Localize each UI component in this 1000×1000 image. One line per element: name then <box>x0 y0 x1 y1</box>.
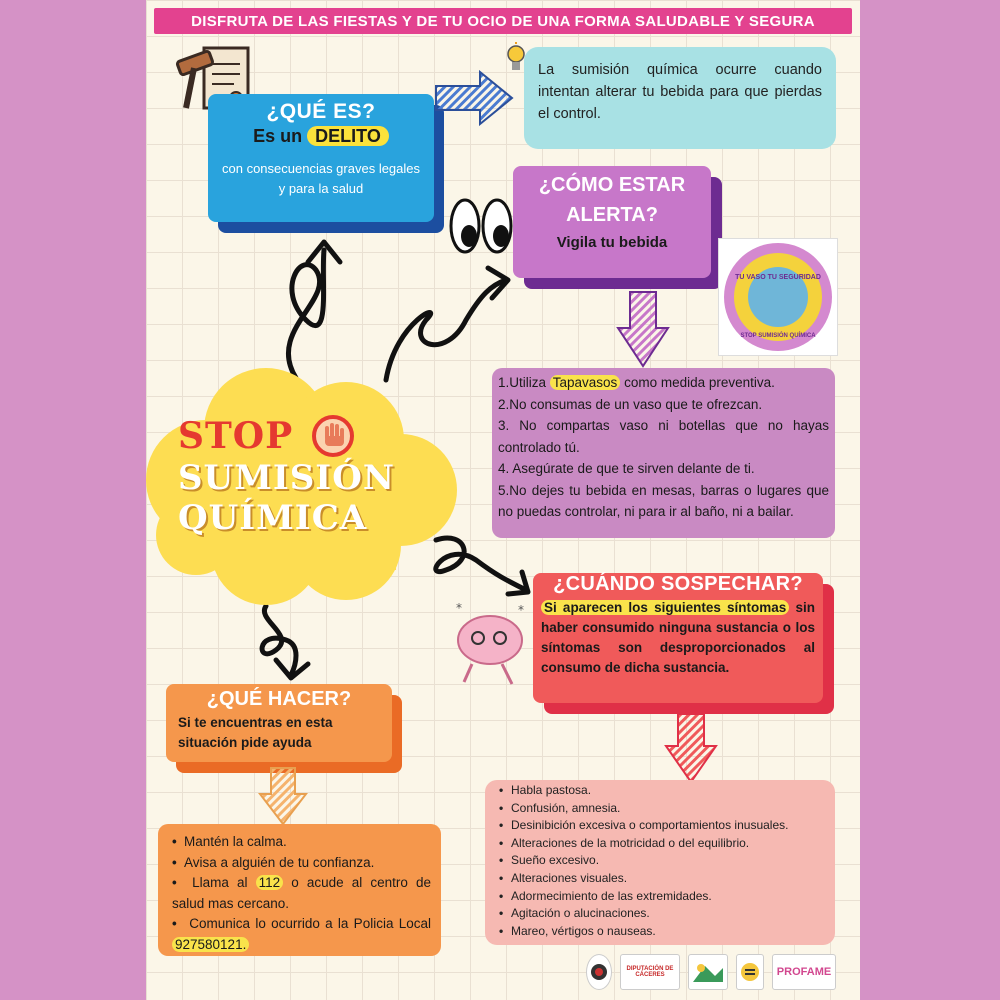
delito-badge: DELITO <box>307 126 389 146</box>
tip-2: 2.No consumas de un vaso que te ofrezcan. <box>498 396 763 412</box>
profame-logo: PROFAME <box>772 954 836 990</box>
top-banner: DISFRUTA DE LAS FIESTAS Y DE TU OCIO DE UNA FORMA SALUDABLE Y SEGURA <box>154 8 852 34</box>
action-item: • Llama al 112 o acude al centro de salud mas cercano. <box>172 873 431 914</box>
police-logo <box>586 954 612 990</box>
striped-red-arrow-down-icon <box>664 712 718 784</box>
poster <box>146 0 860 1000</box>
definition-box: La sumisión química ocurre cuando intentan alterar tu bebida para que pierdas el control. <box>524 47 836 149</box>
striped-arrow-right-icon <box>434 70 514 126</box>
hacer-card <box>166 684 392 762</box>
action-item: • Comunica lo ocurrido a la Policia Local 927580121. <box>172 914 431 955</box>
curly-arrow-down <box>262 606 296 675</box>
police-number: 927580121. <box>172 937 249 952</box>
tip-3: 3. No compartas vaso ni botellas que no hayas controlado tú. <box>498 418 829 455</box>
tip-1: 1.Utiliza Tapavasos como medida preventiva. <box>498 375 775 390</box>
diputacion-logo: DIPUTACIÓN DE CÁCERES <box>620 954 680 990</box>
curly-arrow-down-head <box>276 660 308 678</box>
delito-line <box>208 126 434 147</box>
action-item: • Avisa a alguién de tu confianza. <box>172 853 431 874</box>
igualdad-logo <box>736 954 764 990</box>
symptom-item: • Desinibición excesiva o comportamientos inusuales. <box>499 817 825 835</box>
symptoms-list <box>499 782 825 940</box>
symptom-item: • Agitación o alucinaciones. <box>499 905 825 923</box>
seal-top-text: TU VASO TU SEGURIDAD <box>735 274 821 281</box>
dizzy-brain-icon <box>442 600 538 690</box>
que-es-title: ¿QUÉ ES? <box>266 100 376 123</box>
svg-text:*: * <box>518 603 524 617</box>
cuando-title: ¿CUÁNDO SOSPECHAR? <box>553 573 803 595</box>
equality-icon <box>738 960 762 984</box>
curly-arrow-up <box>288 250 324 378</box>
eyes-icon <box>448 196 514 258</box>
cuando-highlight: Si aparecen los siguientes síntomas <box>541 600 789 615</box>
hacer-title: ¿QUÉ HACER? <box>206 688 352 710</box>
cuando-card <box>533 573 823 703</box>
tips-box <box>492 368 835 538</box>
delito-prefix: Es un <box>253 126 303 146</box>
striped-arrow-down-icon <box>616 290 670 368</box>
svg-text:*: * <box>456 601 462 615</box>
symptom-item: • Alteraciones de la motricidad o del equilibrio. <box>499 835 825 853</box>
cuando-body <box>533 596 823 678</box>
symptom-item: • Sueño excesivo. <box>499 852 825 870</box>
stop-word: STOP <box>178 415 294 457</box>
tip-4: 4. Asegúrate de que te sirven delante de ti. <box>498 461 755 476</box>
symptom-item: • Adormecimiento de las extremidades. <box>499 888 825 906</box>
sumision-word: SUMISIÓN <box>178 458 395 498</box>
symptom-item: • Mareo, vértigos o nauseas. <box>499 923 825 941</box>
tip-5: 5.No dejes tu bebida en mesas, barras o lugares que no puedas controlar, ni para ir al baño, ni a bailar. <box>498 482 829 519</box>
stop-word-row <box>178 414 395 458</box>
action-item: • Mantén la calma. <box>172 832 431 853</box>
quimica-word: QUÍMICA <box>178 498 368 538</box>
actions-box <box>158 824 441 956</box>
symptom-item: • Alteraciones visuales. <box>499 870 825 888</box>
striped-orange-arrow-down-icon <box>258 766 308 826</box>
tapavasos-highlight: Tapavasos <box>550 375 621 390</box>
stop-hand-icon <box>311 414 355 458</box>
seal-bottom-text: STOP SUMISIÓN QUÍMICA <box>740 333 816 339</box>
symptom-item: • Confusión, amnesia. <box>499 800 825 818</box>
curly-arrow-right-head <box>488 268 508 298</box>
sierra-logo <box>688 954 728 990</box>
emergency-number: 112 <box>256 875 284 890</box>
que-es-card <box>208 94 434 222</box>
symptoms-box <box>485 780 835 945</box>
alerta-card <box>513 166 711 278</box>
seal-badge-icon <box>722 241 834 353</box>
curly-arrow-up-head <box>308 242 340 262</box>
curly-arrow-down-right-head <box>508 572 528 594</box>
stop-title <box>178 414 395 538</box>
actions-list <box>172 832 431 955</box>
que-es-description: con consecuencias graves legales y para la salud <box>222 161 421 196</box>
alerta-title: ¿CÓMO ESTAR ALERTA? <box>538 174 686 226</box>
symptom-item: • Habla pastosa. <box>499 782 825 800</box>
alerta-subtitle: Vigila tu bebida <box>556 234 668 251</box>
hacer-subtitle: Si te encuentras en esta situación pide ayuda <box>178 715 333 750</box>
cuando-text: sin haber consumido ninguna sustancia o los síntomas son desproporcionados al consumo de dicha sustancia. <box>541 600 815 675</box>
police-badge-icon <box>589 962 609 982</box>
sponsor-logos <box>586 950 846 994</box>
tu-vaso-seal <box>718 238 838 356</box>
sierra-mountain-icon <box>691 960 725 984</box>
